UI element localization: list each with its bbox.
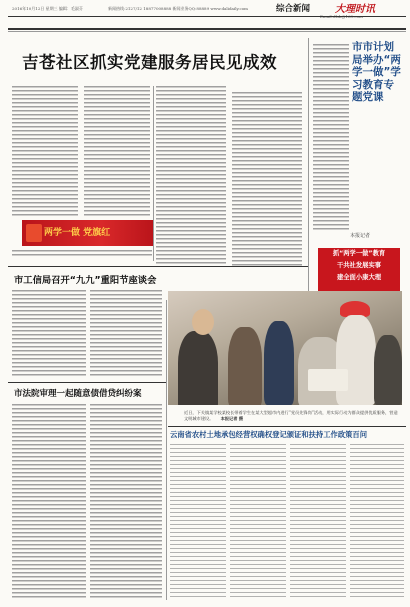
lead-text-tail [12, 250, 152, 258]
section-title: 综合新闻 [276, 4, 311, 14]
bottom-headline: 云南省农村土地承包经营权确权登记颁证和扶持工作政策百问 [170, 430, 368, 439]
lead-text-col-1 [12, 86, 78, 218]
column-divider [153, 86, 154, 261]
photo-figure [178, 331, 218, 405]
section-rule [8, 266, 308, 267]
section-rule [168, 426, 406, 427]
right-author: 本报记者 [350, 233, 371, 239]
story3-text-col-1 [12, 404, 86, 600]
column-divider [308, 38, 309, 300]
main-headline: 吉苍社区抓实党建服务居民见成效 [22, 53, 277, 72]
photo-caption [184, 410, 398, 422]
newspaper-brand: 大理时讯 [335, 4, 375, 15]
story3-headline: 市法院审理一起随意债借贷纠纷案 [14, 389, 142, 399]
story2-text-col-1 [12, 290, 86, 376]
bottom-text-col-4 [350, 444, 404, 600]
section-rule [8, 382, 166, 383]
flag-icon [26, 224, 42, 242]
header-rule [8, 16, 406, 17]
leaflet [308, 369, 348, 391]
photo-figure [374, 335, 402, 405]
story2-headline: 市工信局召开“九九”重阳节座谈会 [14, 275, 157, 286]
contact-line: 新闻热线:2127/12 18877008888 新闻业务QQ:88889 www.dalidaily.com [108, 6, 248, 11]
news-photo [168, 291, 402, 405]
column-divider [166, 300, 167, 600]
issue-date-line: 2016年10月12日 星期三 编辑：毛淑芬 [12, 6, 83, 11]
caption-credit: 本报记者 摄 [220, 416, 244, 421]
bottom-text-col-2 [230, 444, 286, 600]
slogan-line-3: 建全面小康大理 [336, 274, 382, 281]
photo-figure [336, 315, 376, 405]
story2-text-col-2 [90, 290, 162, 376]
lead-text-col-3 [156, 86, 226, 266]
story3-text-col-2 [90, 404, 162, 600]
lead-text-col-2 [84, 86, 150, 218]
photo-figure [228, 327, 262, 405]
banner-text: 两学一做 党旗红 [44, 228, 111, 238]
bottom-text-col-1 [170, 444, 226, 600]
right-text-col [313, 44, 349, 230]
right-vertical-headline: 市市计划局举办“两学一做”学习教育专题党课 [352, 41, 401, 103]
bottom-text-col-3 [290, 444, 346, 600]
header-rule-thin [8, 31, 406, 32]
caption-text: 近日，下关镇某学校某校长带着学生在某大型超市内进行“党员先锋岗”活动，用实际行动为群众提供优质服务，营造文明城市建设。 [184, 410, 398, 421]
slogan-line-2: 干共社发展实事 [336, 262, 382, 269]
photo-figure [264, 321, 294, 405]
lead-text-col-4 [232, 92, 302, 266]
slogan-line-1: 抓“两学一做”教育 [332, 250, 386, 257]
photo-figure-head [192, 309, 214, 335]
header-rule-bottom [8, 28, 406, 30]
